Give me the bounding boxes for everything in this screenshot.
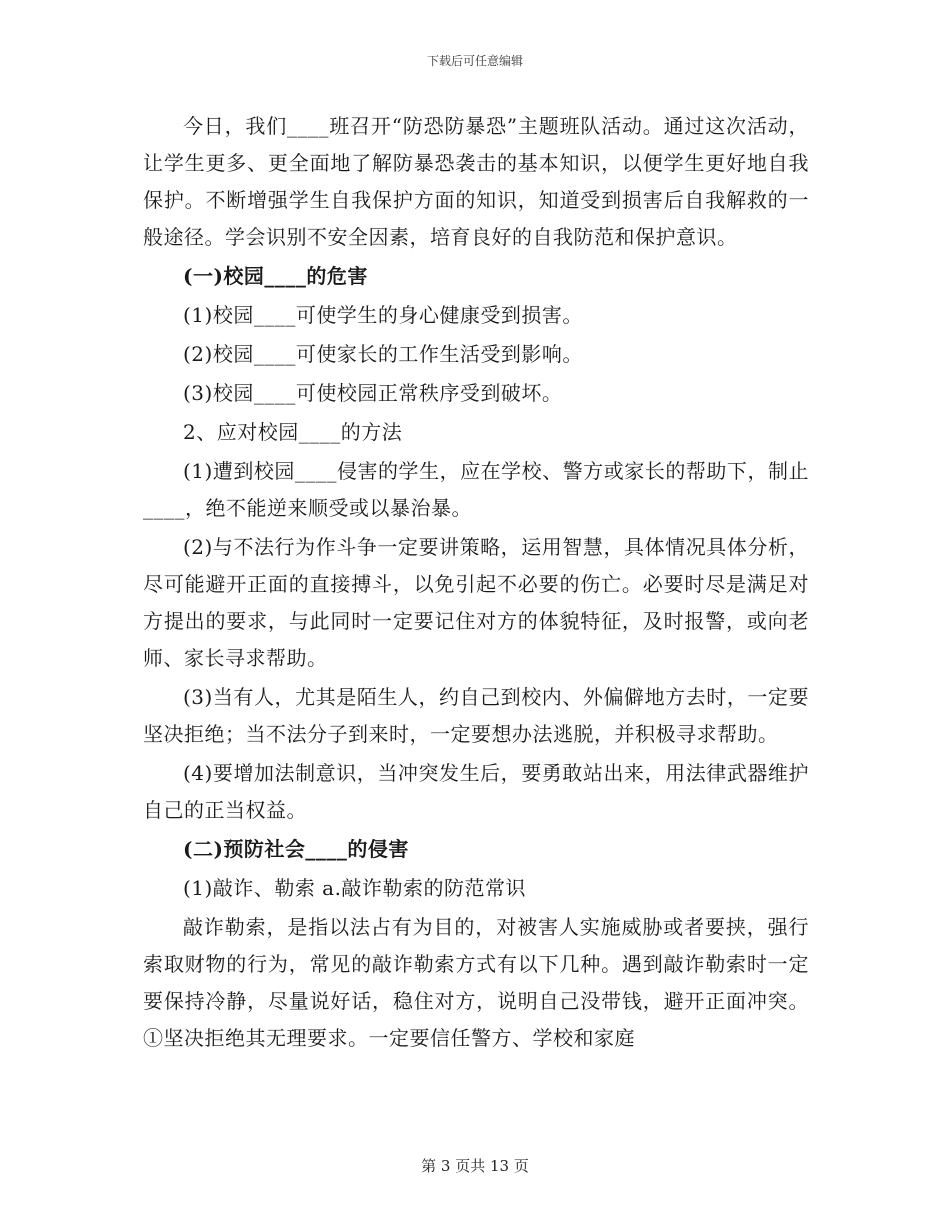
list-item: (3)当有人，尤其是陌生人，约自己到校内、外偏僻地方去时，一定要坚决拒绝；当不法分子到来时，一定要想办法逃脱，并积极寻求帮助。 <box>143 685 809 746</box>
body-paragraph: 敲诈勒索，是指以法占有为目的，对被害人实施威胁或者要挟，强行索取财物的行为，常见的敲诈勒索方式有以下几种。遇到敲诈勒索时一定要保持冷静，尽量说好话，稳住对方，说明自己没带钱，避开正面冲突。①坚决拒绝其无理要求。一定要信任警方、学校和家庭 <box>143 915 809 1050</box>
list-item: (4)要增加法制意识，当冲突发生后，要勇敢站出来，用法律武器维护自己的正当权益。 <box>143 761 809 822</box>
list-item: (2)与不法行为作斗争一定要讲策略，运用智慧，具体情况具体分析，尽可能避开正面的直接搏斗，以免引起不必要的伤亡。必要时尽是满足对方提出的要求，与此同时一定要记住对方的体貌特征，及时报警，或向老师、家长寻求帮助。 <box>143 535 809 670</box>
subsection-heading: 2、应对校园____的方法 <box>183 420 403 444</box>
section-heading-1: (一)校园____的危害 <box>183 264 368 288</box>
intro-paragraph: 今日，我们____班召开“防恐防暴恐”主题班队活动。通过这次活动，让学生更多、更全面地了解防暴恐袭击的基本知识，以便学生更好地自我保护。不断增强学生自我保护方面的知识，知道受到损害后自我解救的一般途径。学会识别不安全因素，培育良好的自我防范和保护意识。 <box>143 114 809 249</box>
page-number: 第 3 页共 13 页 <box>421 1157 529 1175</box>
document-body <box>143 108 809 1057</box>
list-item: (1)遭到校园____侵害的学生，应在学校、警方或家长的帮助下，制止____，绝不能逆来顺受或以暴治暴。 <box>143 459 809 520</box>
page-header: 下载后可任意编辑 <box>426 54 523 68</box>
list-item: (3)校园____可使校园正常秩序受到破坏。 <box>183 381 563 405</box>
list-item: (2)校园____可使家长的工作生活受到影响。 <box>183 342 583 366</box>
section-heading-2: (二)预防社会____的侵害 <box>183 837 409 861</box>
list-item: (1)校园____可使学生的身心健康受到损害。 <box>183 303 583 327</box>
list-item: (1)敲诈、勒索 a.敲诈勒索的防范常识 <box>183 876 526 900</box>
